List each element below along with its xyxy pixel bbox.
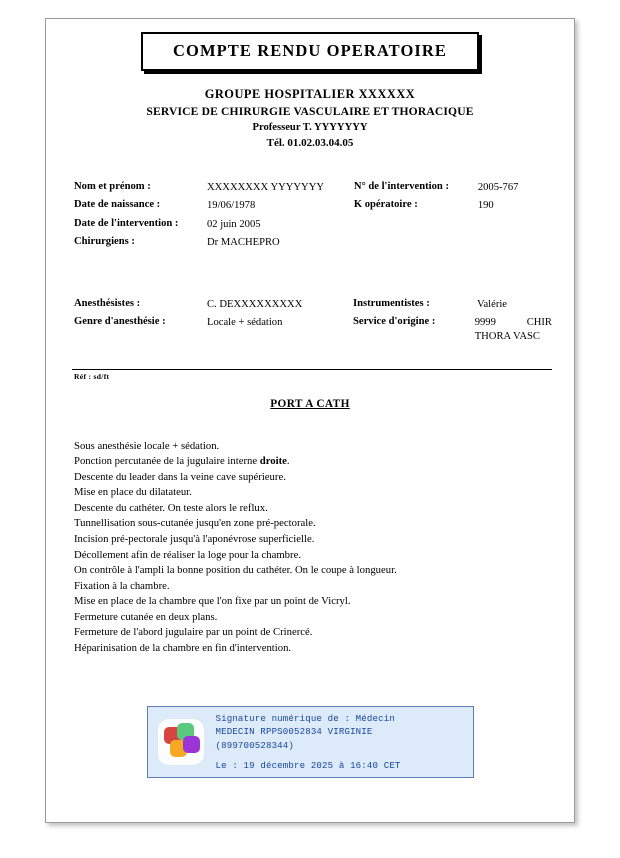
- field-value: Dr MACHEPRO: [207, 237, 280, 249]
- field-row-chirurgiens: [74, 236, 354, 252]
- report-line-emphasis: droite: [259, 455, 287, 468]
- signature-line-1: Signature numérique de : Médecin: [215, 713, 395, 724]
- report-line: Sous anesthésie locale + sédation.: [74, 439, 220, 452]
- field-row-date-intervention: [74, 218, 354, 234]
- report-line: Descente du cathéter. On teste alors le reflux.: [74, 501, 268, 514]
- page-title: COMPTE RENDU OPERATOIRE: [173, 41, 448, 60]
- field-label: K opératoire :: [353, 199, 418, 211]
- report-line: On contrôle à l'ampli la bonne position du cathéter. On le coupe à longueur.: [74, 564, 397, 577]
- signature-line-2: MEDECIN RPPS0052834 VIRGINIE: [215, 726, 373, 738]
- field-row-nom-prenom: [74, 181, 354, 197]
- digital-signature-box: [147, 706, 474, 778]
- report-line: Incision pré-pectorale jusqu'à l'aponévrose superficielle.: [74, 532, 315, 545]
- report-line: Fermeture de l'abord jugulaire par un point de Crinercé.: [74, 626, 313, 639]
- professor-name: Professeur T. YYYYYYY: [252, 122, 368, 134]
- signature-details: [208, 712, 467, 772]
- field-row-instrumentistes: [353, 298, 552, 314]
- department-name: SERVICE DE CHIRURGIE VASCULAIRE ET THORACIQUE: [146, 104, 474, 118]
- signature-line-3: (899700528344): [215, 739, 294, 751]
- report-line: Fermeture cutanée en deux plans.: [74, 610, 218, 623]
- organization-heading: [46, 86, 574, 152]
- service-origine-line1: [475, 316, 552, 330]
- field-label: Chirurgiens :: [74, 236, 135, 248]
- patient-info-right-column: [354, 181, 552, 255]
- field-value: C. DEXXXXXXXXX: [207, 298, 303, 310]
- field-value: 19/06/1978: [207, 200, 256, 212]
- field-label: Date de naissance :: [74, 199, 161, 211]
- report-line: [74, 454, 550, 470]
- signature-logo: [154, 712, 208, 772]
- anesthesia-info-block: [46, 298, 574, 347]
- patient-info-block: [46, 181, 574, 255]
- field-row-k-operatoire: [354, 199, 552, 215]
- service-origine-line2: THORA VASC: [474, 331, 540, 343]
- field-row-genre-anesthesie: [74, 316, 353, 332]
- report-body: [74, 439, 550, 656]
- horizontal-divider: [72, 369, 552, 370]
- field-value: Locale + sédation: [207, 317, 283, 329]
- report-line: Fixation à la chambre.: [74, 579, 170, 592]
- signature-container: [46, 706, 574, 778]
- field-label: Nom et prénom :: [74, 180, 151, 192]
- field-value: 02 juin 2005: [207, 218, 261, 230]
- document-body: [46, 19, 574, 822]
- field-label: Anesthésistes :: [74, 297, 141, 309]
- phone-number: Tél. 01.02.03.04.05: [266, 137, 354, 150]
- field-label: N° de l'intervention :: [353, 180, 449, 192]
- field-label: Date de l'intervention :: [74, 217, 179, 229]
- anesthesia-info-right-column: [353, 298, 552, 347]
- field-row-date-naissance: [74, 199, 354, 215]
- procedure-title: PORT A CATH: [270, 397, 350, 410]
- field-value: XXXXXXXX YYYYYYY: [207, 181, 325, 193]
- service-code: 9999: [474, 317, 496, 329]
- field-value: 2005-767: [477, 181, 519, 193]
- anesthesia-info-left-column: [74, 298, 353, 347]
- report-line: Mise en place de la chambre que l'on fixe par un point de Vicryl.: [74, 595, 351, 608]
- field-value: 190: [477, 200, 494, 212]
- report-line: Tunnellisation sous-cutanée jusqu'en zone pré-pectorale.: [74, 517, 316, 530]
- field-label: Service d'origine :: [353, 316, 436, 328]
- field-label: Genre d'anesthésie :: [74, 316, 166, 328]
- document-title-container: [46, 32, 574, 71]
- service-name: CHIR: [526, 317, 552, 329]
- document-title-box: [141, 32, 479, 71]
- field-value: [475, 316, 552, 344]
- report-line: Décollement afin de réaliser la loge pour la chambre.: [74, 548, 302, 561]
- report-line: Héparinisation de la chambre en fin d'intervention.: [74, 641, 292, 654]
- patient-info-left-column: [74, 181, 354, 255]
- field-row-service-origine: [353, 316, 552, 344]
- report-line-pre: Ponction percutanée de la jugulaire interne: [74, 455, 260, 468]
- report-line-post: .: [286, 455, 290, 468]
- field-label: Instrumentistes :: [353, 297, 430, 309]
- four-rounded-squares-logo-icon: [158, 719, 204, 765]
- document-page: [45, 18, 575, 823]
- signature-spacer: [216, 752, 467, 759]
- report-line: Mise en place du dilatateur.: [74, 486, 192, 499]
- reference-text: Réf : sd/ft: [74, 371, 110, 381]
- hospital-name: GROUPE HOSPITALIER XXXXXX: [204, 87, 416, 102]
- signature-timestamp: Le : 19 décembre 2025 à 16:40 CET: [215, 759, 401, 771]
- logo-square-purple: [183, 736, 200, 753]
- field-row-numero-intervention: [354, 181, 552, 197]
- report-line: Descente du leader dans la veine cave supérieure.: [74, 470, 286, 483]
- field-row-anesthesistes: [74, 298, 353, 314]
- field-value: Valérie: [477, 298, 507, 310]
